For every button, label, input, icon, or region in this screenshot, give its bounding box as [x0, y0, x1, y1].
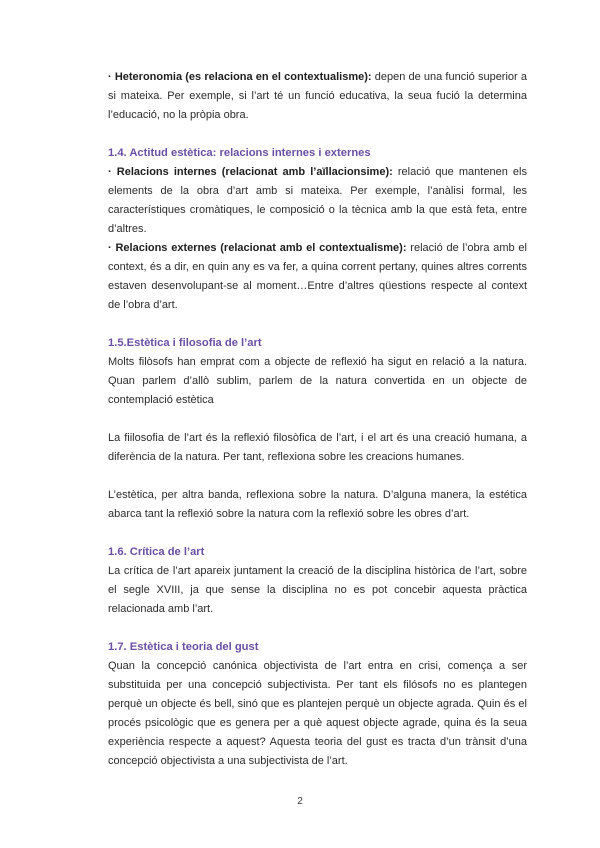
internal-relations-term: · Relacions internes (relacionat amb l’aïllacionsime):	[108, 166, 393, 178]
internal-relations-text: relació que mantenen els elements de la obra d’art amb si mateixa. Per exemple, l’anàlisi formal, les característiques cromàtiques, le composició o la tècnica amb la que està feta, entre d’altres.	[108, 166, 527, 235]
philosophy-paragraph-2: La fiilosofia de l’art és la reflexió filosòfica de l’art, i el art és una creació humana, a diferència de la natura. Per tant, reflexiona sobre les creacions humanes.	[108, 432, 527, 463]
external-relations-paragraph	[108, 239, 527, 315]
external-relations-text: relació de l’obra amb el context, és a dir, en quin any es va fer, a quina corrent pertany, quines altres corrents estaven desenvolupant-se al moment…Entre d’altres qüestions respecte al context de l’obra d’art.	[108, 242, 527, 311]
heading-1-4: 1.4. Actitud estètica: relacions internes i externes	[108, 147, 371, 159]
heteronomia-term: · Heteronomia (es relaciona en el contextualisme):	[108, 71, 372, 83]
heteronomia-text: depen de una funció superior a si mateixa. Per exemple, si l’art té un funció educativa, la seua fució la determina l’educació, no la pròpia obra.	[108, 71, 527, 121]
heading-1-7: 1.7. Estètica i teoria del gust	[108, 641, 259, 653]
taste-theory-paragraph: Quan la concepció canónica objectivista de l’art entra en crisi, comença a ser substituida per una concepció subjectivista. Per tant els filósofs no es plantegen perquè un objecte és bell, sinó que es plantejen perquè un objecte agrada. Quin és el procés psicològic que es genera per a què aquest objecte agrade, quina és la seua experiència respecte a aquest? Aquesta teoria del gust es tracta d’un trànsit d’una concepció objectivista a una subjectivista de l’art.	[108, 660, 527, 767]
page-content	[108, 68, 527, 771]
philosophy-paragraph-3: L’estètica, per altra banda, reflexiona sobre la natura. D’alguna manera, la estética abarca tant la reflexió sobre la natura com la reflexió sobre les obres d’art.	[108, 489, 527, 520]
internal-relations-paragraph	[108, 163, 527, 239]
heading-1-6: 1.6. Crítica de l’art	[108, 546, 205, 558]
external-relations-term: · Relacions externes (relacionat amb el contextualisme):	[108, 242, 407, 254]
heading-1-5: 1.5.Estètica i filosofia de l’art	[108, 337, 262, 349]
philosophy-paragraph-1: Molts filòsofs han emprat com a objecte de reflexió ha sigut en relació a la natura. Quan parlem d’allò sublim, parlem de la natura convertida en un objecte de contemplació estètica	[108, 356, 527, 406]
page-number: 2	[297, 796, 303, 807]
criticism-paragraph: La crítica de l’art apareix juntament la creació de la disciplina històrica de l’art, sobre el segle XVIII, ja que sense la disciplina no es pot concebir aquesta pràctica relacionada amb l’art.	[108, 565, 527, 615]
heteronomia-paragraph	[108, 68, 527, 125]
